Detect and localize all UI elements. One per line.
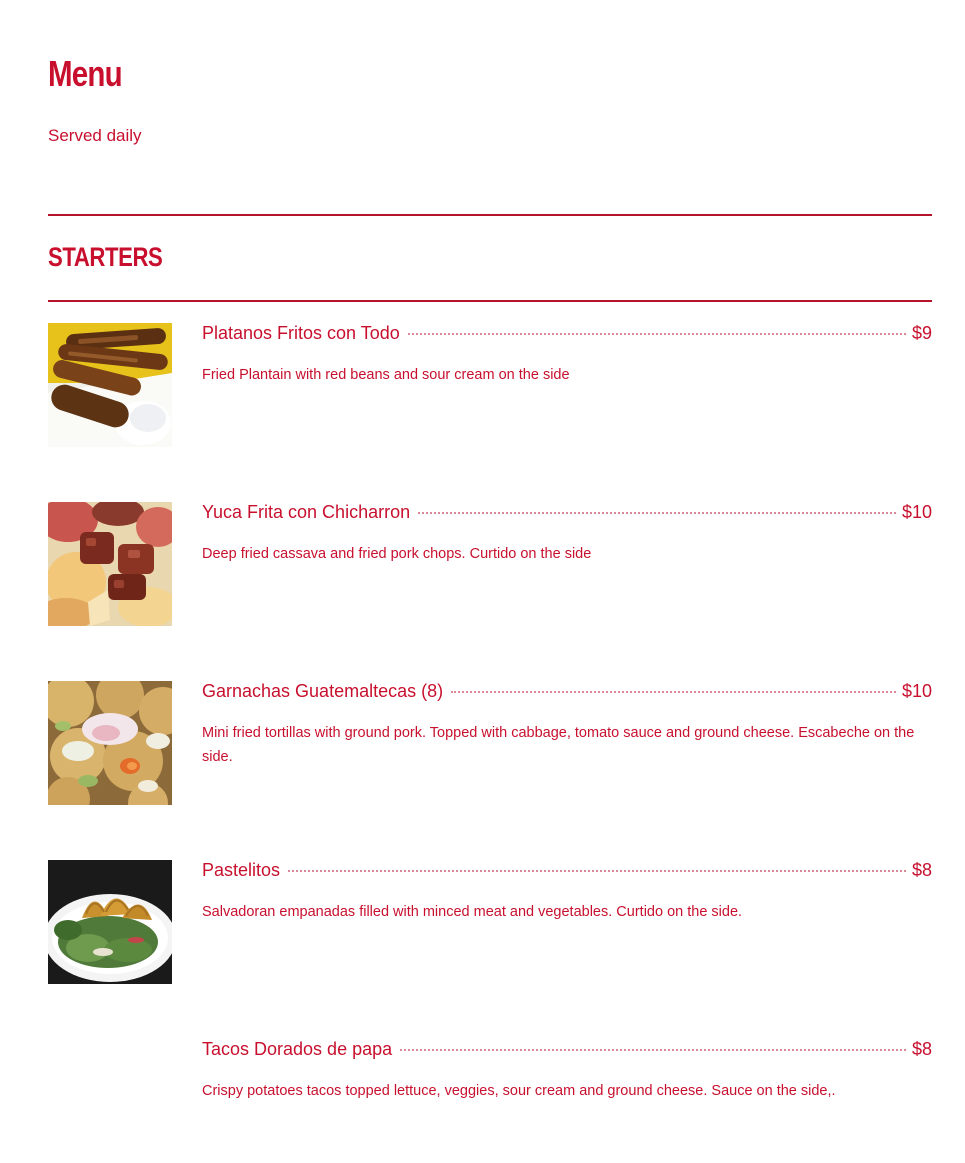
dot-leader	[451, 691, 896, 693]
menu-item	[48, 860, 932, 984]
empanadas-photo	[48, 860, 172, 984]
item-price: $10	[901, 502, 932, 522]
section-divider-top	[48, 214, 932, 216]
dot-leader	[288, 870, 906, 872]
item-description: Salvadoran empanadas filled with minced meat and vegetables. Curtido on the side.	[202, 904, 743, 920]
fried-plantain-photo	[48, 323, 172, 447]
item-description: Deep fried cassava and fried pork chops. Curtido on the side	[202, 546, 592, 562]
section-title-starters: STARTERS	[48, 242, 163, 272]
page-title: Menu	[48, 53, 122, 94]
item-name: Yuca Frita con Chicharron	[202, 502, 411, 522]
item-price: $8	[911, 1039, 932, 1059]
item-name: Platanos Fritos con Todo	[202, 323, 400, 343]
item-name: Garnachas Guatemaltecas (8)	[202, 681, 444, 701]
menu-item	[48, 502, 932, 626]
item-price: $8	[911, 860, 932, 880]
item-description: Crispy potatoes tacos topped lettuce, veggies, sour cream and ground cheese. Sauce on the side,.	[202, 1083, 836, 1099]
item-name: Tacos Dorados de papa	[202, 1039, 393, 1059]
item-description: Fried Plantain with red beans and sour cream on the side	[202, 367, 570, 383]
item-price: $10	[901, 681, 932, 701]
item-name: Pastelitos	[202, 860, 281, 880]
page-subtitle: Served daily	[48, 126, 142, 145]
dot-leader	[400, 1049, 906, 1051]
dot-leader	[408, 333, 906, 335]
section-divider-bottom	[48, 300, 932, 302]
dot-leader	[418, 512, 896, 514]
item-price: $9	[911, 323, 932, 343]
item-description: Mini fried tortillas with ground pork. Topped with cabbage, tomato sauce and ground cheese. Escabeche on the side.	[202, 725, 915, 765]
menu-item	[48, 681, 932, 805]
garnachas-photo	[48, 681, 172, 805]
menu-item	[48, 1039, 932, 1163]
fried-cassava-pork-photo	[48, 502, 172, 626]
menu-item	[48, 323, 932, 447]
